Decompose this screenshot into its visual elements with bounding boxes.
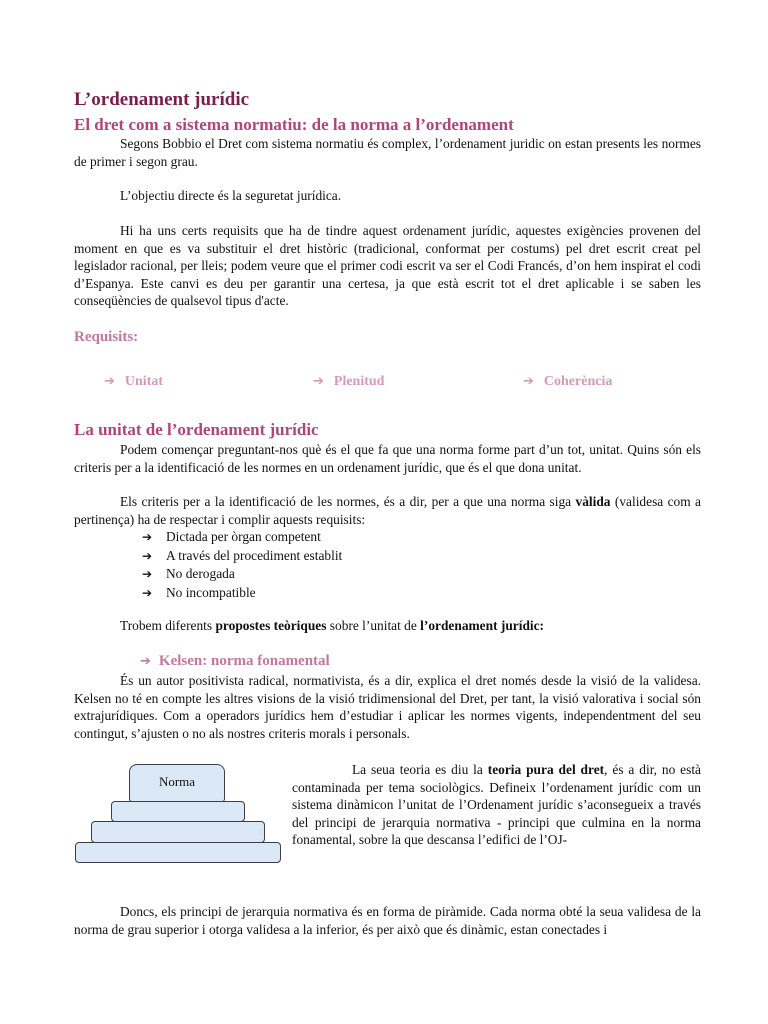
section2-title: La unitat de l’ordenament jurídic xyxy=(74,420,319,439)
requisit-item xyxy=(313,374,384,390)
requisit-label: Unitat xyxy=(124,374,164,389)
norm-pyramid-diagram xyxy=(74,762,284,864)
section2-paragraph-6: Doncs, els principi de jerarquia normativa és en forma de piràmide. Cada norma obté la seua validesa de la norma de grau superior i otorga validesa a la inferior, és per això que és dinàmic, estan conectades i xyxy=(74,904,701,937)
requisit-item xyxy=(523,374,612,390)
arrow-icon: ➔ xyxy=(142,567,153,582)
pyramid-step-3 xyxy=(91,821,265,843)
section2-paragraph-2: Els criteris per a la identificació de les normes, és a dir, per a que una norma siga vàlida (validesa com a pertinença) ha de respectar i complir aquests requisits: xyxy=(74,494,702,527)
list-item: ➔ A través del procediment establit xyxy=(142,547,342,566)
section1-paragraph-2: L’objectiu directe és la seguretat jurídica. xyxy=(120,188,342,203)
section1-paragraph-3: Hi ha uns certs requisits que ha de tindre aquest ordenament jurídic, aquestes exigències provenen del moment en que es va substituir el dret històric (tradicional, conformat per costums) pel dret escrit creat pel legislador racional, per lleis; podem veure que el primer codi escrit va ser el Codi Francés, d’on hem inspirat el codi d’Espanya. Este canvi es deu per garantir una certesa, ja que està escrit tot el dret aplicable i se saben les conseqüències de qualsevol tipus d'acte. xyxy=(74,223,701,309)
kelsen-subtitle: ➔ Kelsen: norma fonamental xyxy=(140,653,330,669)
pyramid-step-2 xyxy=(111,801,245,822)
requisits-title: Requisits: xyxy=(74,329,139,345)
requisit-label: Plenitud xyxy=(333,374,385,389)
section1-paragraph-1: Segons Bobbio el Dret com sistema normatiu és complex, l’ordenament juridic on estan presents les normes de primer i segon grau. xyxy=(74,136,701,169)
arrow-icon: ➔ xyxy=(523,374,534,389)
requisits-list xyxy=(104,374,704,394)
list-item: ➔ Dictada per òrgan competent xyxy=(142,528,342,547)
pyramid-top xyxy=(129,764,225,802)
criteria-list xyxy=(142,528,342,602)
section2-paragraph-3: Trobem diferents propostes teòriques sobre l’unitat de l’ordenament jurídic: xyxy=(120,618,545,633)
section1-title: El dret com a sistema normatiu: de la norma a l’ordenament xyxy=(74,115,514,134)
arrow-icon: ➔ xyxy=(313,374,324,389)
pyramid-label: Norma xyxy=(158,774,196,789)
arrow-icon: ➔ xyxy=(140,654,151,669)
pyramid-step-4 xyxy=(75,842,281,863)
list-item: ➔ No derogada xyxy=(142,565,342,584)
section2-paragraph-5: La seua teoria es diu la teoria pura del dret, és a dir, no està contaminada per tema sociològics. Defineix l’ordenament jurídic com un sistema dinàmicon l’unitat de l’Ordenament jurídic s’aconsegueix a través del principi de jerarquia normativa - principi que culmina en la norma fonamental, sobre la que descansa l’edifici de l’OJ- xyxy=(292,762,701,848)
arrow-icon: ➔ xyxy=(142,548,153,563)
section2-paragraph-4: És un autor positivista radical, normativista, és a dir, explica el dret només desde la visió de la validesa. Kelsen no té en compte les altres visions de la visió tridimensional del Dret, per tant, la visió valorativa i social són extrajurídiques. Com a operadors jurídics hem d’estudiar i aplicar les normes vigents, independentment del seu contingut, s’ajusten o no als nostres criteris morals i personals. xyxy=(74,673,701,741)
section2-paragraph-1: Podem començar preguntant-nos què és el que fa que una norma forme part d’un tot, unitat. Quins són els criteris per a la identificació de les normes en un ordenament jurídic, que és el que dona unitat. xyxy=(74,442,701,475)
arrow-icon: ➔ xyxy=(142,585,153,600)
list-item: ➔ No incompatible xyxy=(142,584,342,603)
requisit-label: Coherència xyxy=(543,374,613,389)
main-heading: L’ordenament jurídic xyxy=(74,89,250,110)
arrow-icon: ➔ xyxy=(104,374,115,389)
requisit-item xyxy=(104,374,163,390)
arrow-icon: ➔ xyxy=(142,530,153,544)
bold-valida: vàlida xyxy=(575,494,611,509)
